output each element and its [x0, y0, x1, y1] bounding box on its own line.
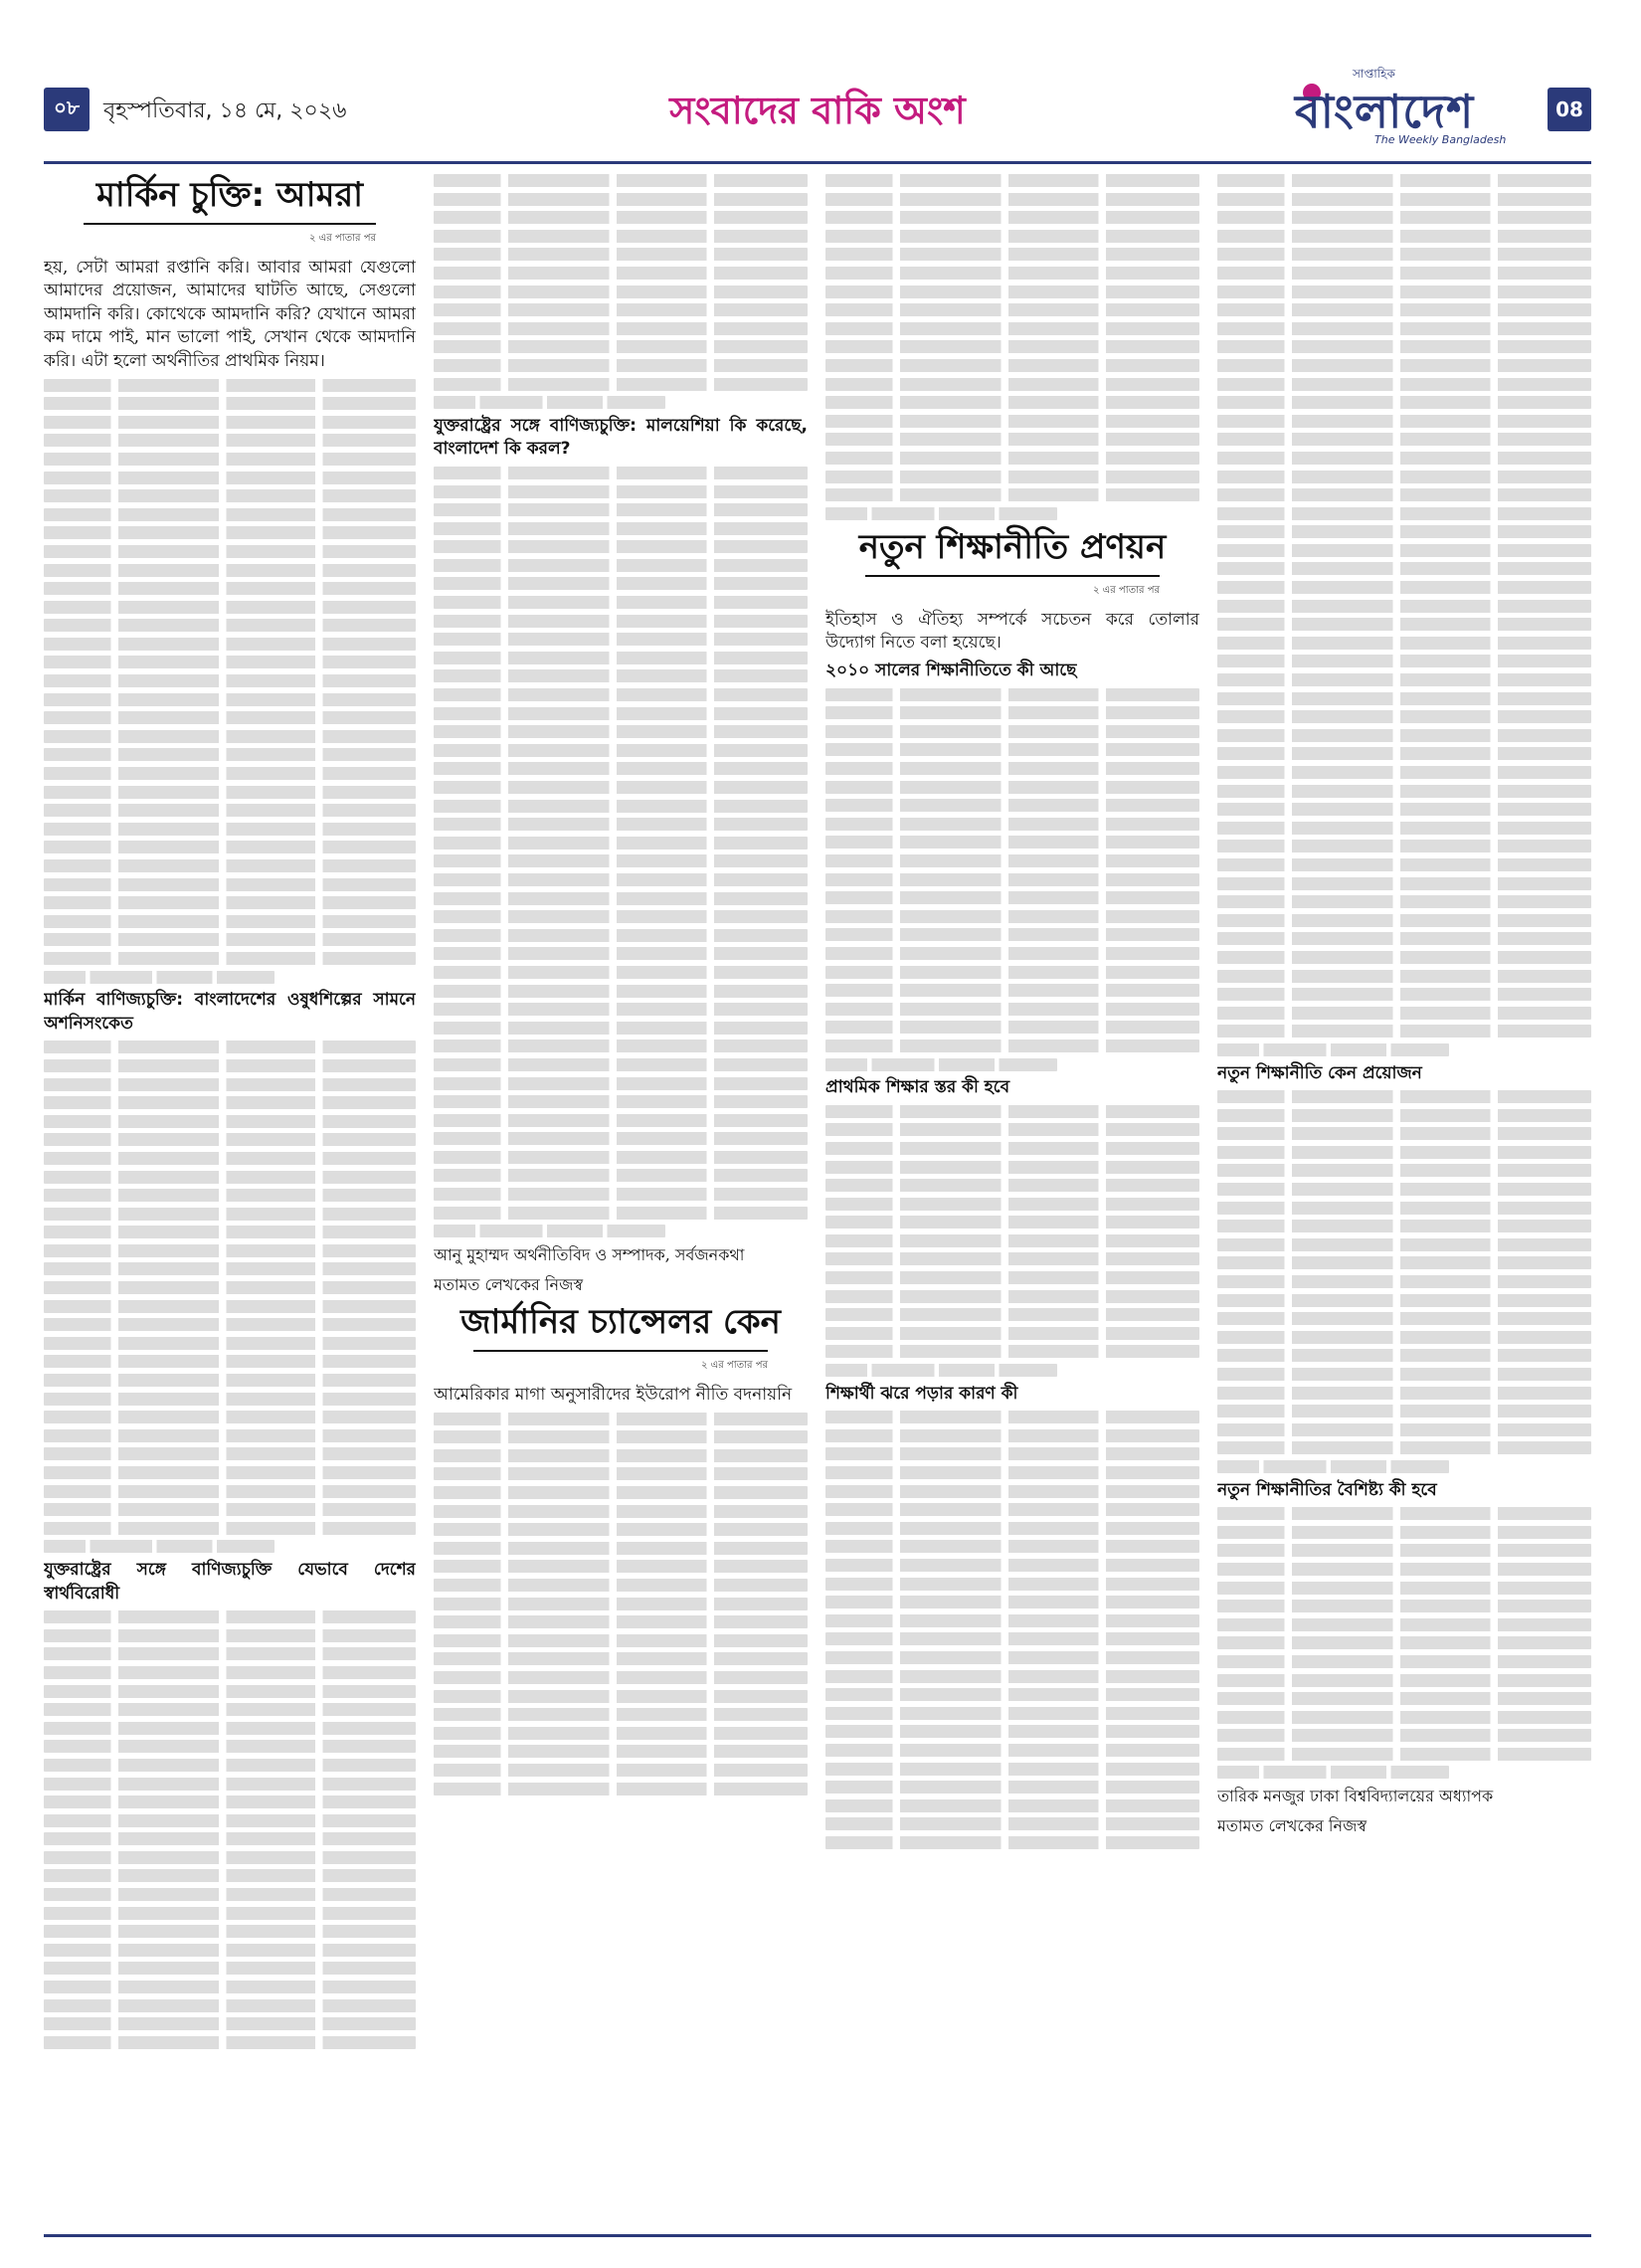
article-paragraph: ইতিহাস ও ঐতিহ্য সম্পর্কে সচেতন করে তোলার উদ্যোগ নিতে বলা হয়েছে।	[825, 609, 1199, 654]
page-number-left: ০৮	[44, 88, 90, 131]
article-headline: মার্কিন চুক্তি: আমরা	[95, 175, 364, 215]
article-paragraph: আমেরিকার মাগা অনুসারীদের ইউরোপ নীতি বদনায়নি	[434, 1385, 793, 1406]
author-byline: আনু মুহাম্মদ অর্থনীতিবিদ ও সম্পাদক, সর্বজনকথা	[434, 1245, 745, 1265]
continued-note: ২ এর পাতার পর	[308, 233, 376, 244]
article-subhead: যুক্তরাষ্ট্রের সঙ্গে বাণিজ্যচুক্তি যেভাবে দেশের স্বার্থবিরোধী	[44, 1559, 416, 1604]
masthead-logo	[1295, 64, 1544, 155]
article-paragraph: হয়, সেটা আমরা রপ্তানি করি। আবার আমরা যেগুলো আমাদের প্রয়োজন, আমাদের ঘাটতি আছে, সেগুলো আমদানি করি। কোথেকে আমদানি করি? যেখানে আমরা কম দামে পাই, মান ভালো পাই, সেখান থেকে আমদানি করি। এটা হলো অর্থনীতির প্রাথমিক নিয়ম।	[44, 257, 416, 371]
logo-tagline: The Weekly Bangladesh	[1374, 133, 1507, 146]
headline-divider	[473, 1350, 768, 1352]
column-1	[44, 169, 416, 2238]
article-subhead: নতুন শিক্ষানীতি কেন প্রয়োজন	[1217, 1062, 1422, 1083]
author-byline: তারিক মনজুর ঢাকা বিশ্ববিদ্যালয়ের অধ্যাপক	[1217, 1787, 1494, 1806]
article-columns	[44, 169, 1591, 2238]
logo-main-text: বাংলাদেশ	[1295, 85, 1475, 138]
continued-note: ২ এর পাতার পর	[700, 1360, 768, 1372]
article-subhead: মার্কিন বাণিজ্যচুক্তি: বাংলাদেশের ওষুধশিল্পের সামনে অশনিসংকেত	[44, 990, 416, 1034]
column-3	[825, 169, 1199, 2238]
article-subhead: শিক্ষার্থী ঝরে পড়ার কারণ কী	[825, 1383, 1018, 1404]
article-subhead: প্রাথমিক শিক্ষার স্তর কী হবে	[825, 1077, 1010, 1098]
page-header	[44, 64, 1591, 164]
article-subhead: নতুন শিক্ষানীতির বৈশিষ্ট্য কী হবে	[1217, 1479, 1437, 1500]
logo-small-text: সাপ্তাহিক	[1353, 67, 1395, 81]
bottom-rule	[44, 2234, 1591, 2237]
article-headline: জার্মানির চ্যান্সেলর কেন	[460, 1302, 781, 1343]
issue-date: বৃহস্পতিবার, ১৪ মে, ২০২৬	[103, 98, 347, 123]
page-number-right: 08	[1548, 88, 1591, 131]
section-title: সংবাদের বাকি অংশ	[669, 89, 966, 132]
headline-divider	[865, 575, 1160, 577]
column-2	[434, 169, 808, 2238]
opinion-note: মতামত লেখকের নিজস্ব	[1217, 1816, 1368, 1836]
continued-note: ২ এর পাতার পর	[1092, 585, 1160, 597]
article-subhead: যুক্তরাষ্ট্রের সঙ্গে বাণিজ্যচুক্তি: মালয়েশিয়া কি করেছে, বাংলাদেশ কি করল?	[434, 415, 808, 460]
article-headline: নতুন শিক্ষানীতি প্রণয়ন	[858, 527, 1167, 568]
opinion-note: মতামত লেখকের নিজস্ব	[434, 1274, 584, 1294]
column-4	[1217, 169, 1591, 2238]
article-subhead: ২০১০ সালের শিক্ষানীতিতে কী আছে	[825, 661, 1077, 681]
headline-divider	[84, 223, 376, 225]
